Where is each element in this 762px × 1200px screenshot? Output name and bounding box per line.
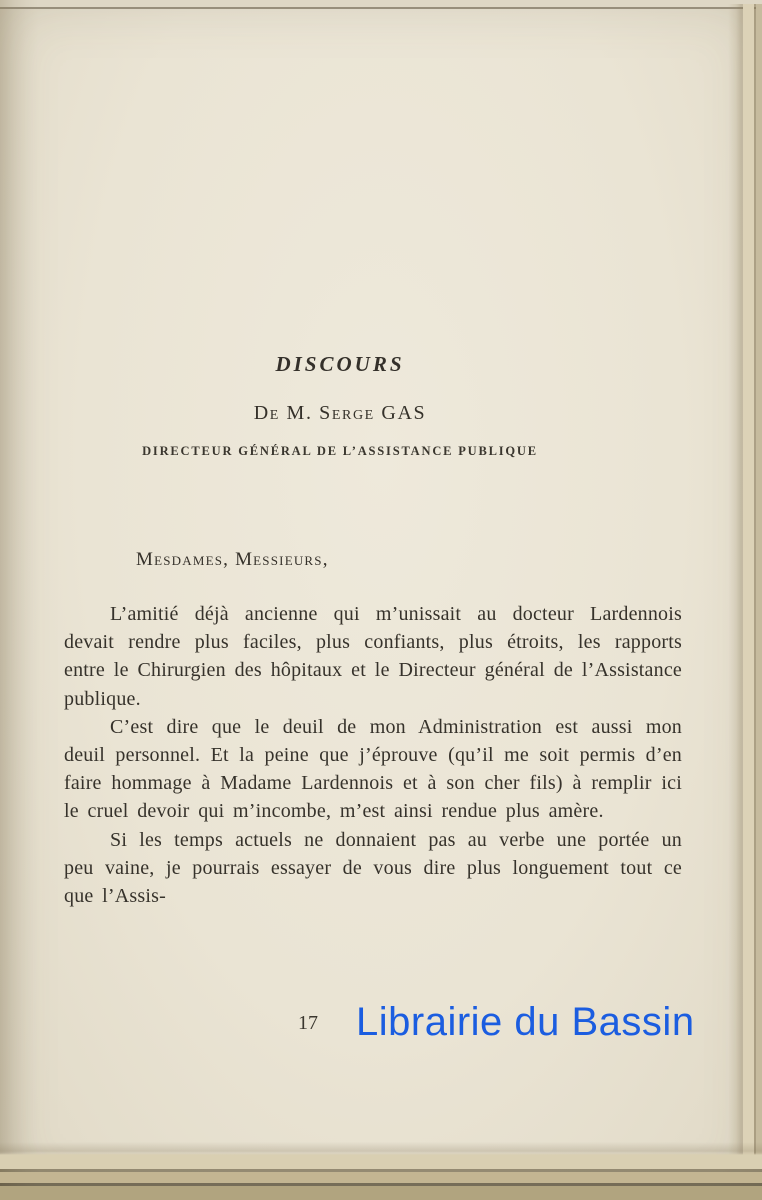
- body-text: [64, 600, 682, 910]
- watermark-librairie-du-bassin: Librairie du Bassin: [356, 1000, 695, 1044]
- heading-author-line: De M. Serge GAS: [253, 402, 427, 424]
- paragraph-2: C’est dire que le deuil de mon Administration est aussi mon deuil personnel. Et la peine que j’éprouve (qu’il me soit permis d’en faire hommage à Madame Lardennois et à son cher fils) à remplir ici le cruel devoir qui m’incombe, m’est ainsi rendue plus amère.: [64, 715, 682, 823]
- paragraph-1: L’amitié déjà ancienne qui m’unissait au docteur Lardennois devait rendre plus faciles, plus confiants, plus étroits, les rapports entre le Chirurgien des hôpitaux et le Directeur général de l’Assistance publique.: [64, 603, 682, 710]
- salutation: Mesdames, Messieurs,: [136, 549, 329, 570]
- page-number: 17: [298, 1012, 318, 1034]
- paragraph-3: Si les temps actuels ne donnaient pas au verbe une portée un peu vaine, je pourrais essayer de vous dire plus longuement tout ce que l’Assis-: [64, 828, 682, 908]
- page-title: DISCOURS: [275, 352, 405, 376]
- heading-role-line: DIRECTEUR GÉNÉRAL DE L’ASSISTANCE PUBLIQUE: [142, 444, 538, 458]
